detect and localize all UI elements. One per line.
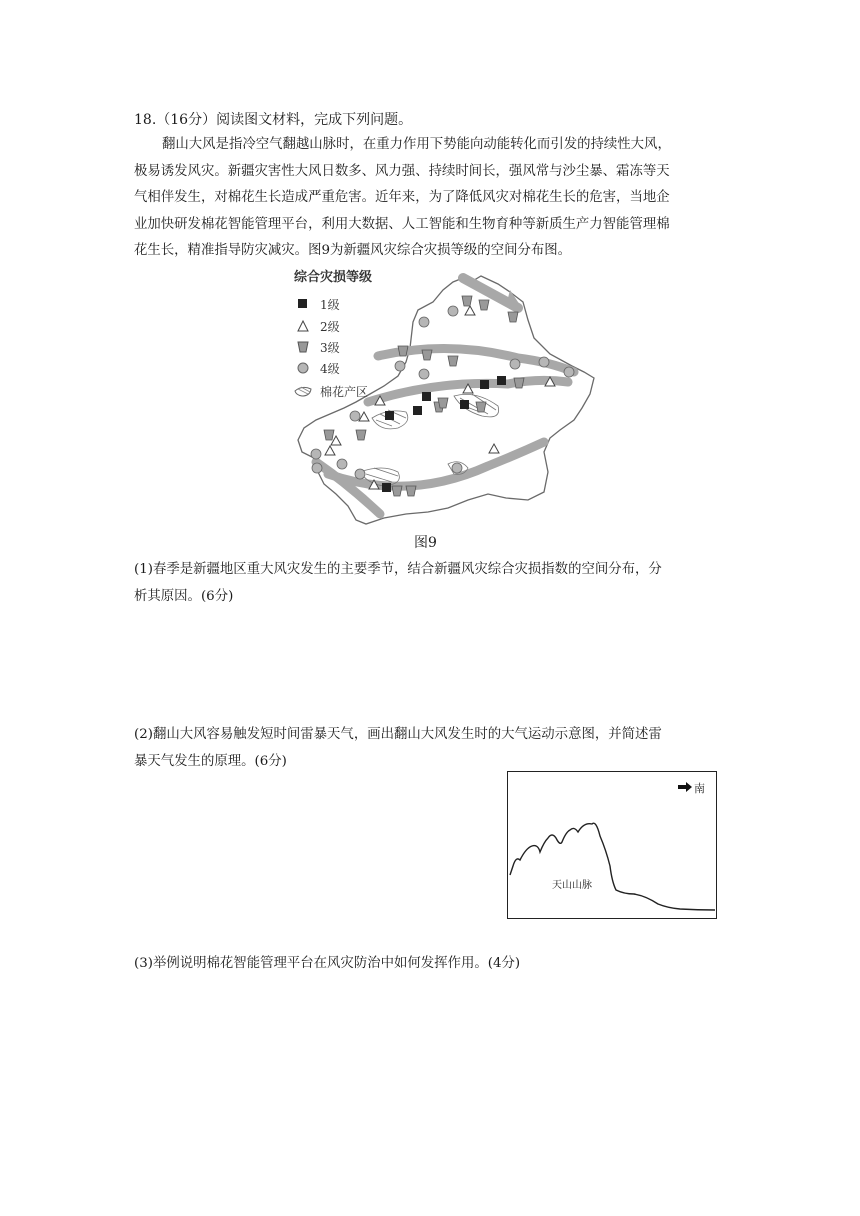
material-line: 气相伴发生，对棉花生长造成严重危害。近年来，为了降低风灾对棉花生长的危害，当地企 xyxy=(134,190,670,205)
map-legend xyxy=(294,266,414,399)
sub-question-line: (1)春季是新疆地区重大风灾发生的主要季节，结合新疆风灾综合灾损指数的空间分布，分 xyxy=(134,562,662,577)
open-triangle-icon xyxy=(294,319,312,333)
legend-item-level-4 xyxy=(294,358,340,378)
figure-caption: 图9 xyxy=(414,535,437,551)
sub-question-2 xyxy=(134,722,734,775)
legend-item-cotton xyxy=(294,381,368,401)
tianshan-profile-diagram[interactable] xyxy=(507,771,717,919)
legend-label: 1级 xyxy=(320,297,340,312)
legend-label: 棉花产区 xyxy=(320,384,369,399)
material-line: 翻山大风是指冷空气翻越山脉时，在重力作用下势能向动能转化而引发的持续性大风， xyxy=(162,137,671,152)
gray-circle-icon xyxy=(294,361,312,375)
kunlun-range xyxy=(328,442,544,486)
cotton-area-icon xyxy=(294,384,312,398)
legend-label: 4级 xyxy=(320,361,340,376)
sub-question-3 xyxy=(134,951,734,978)
sub-question-line: 析其原因。(6分) xyxy=(134,588,234,604)
mountain-label: 天山山脉 xyxy=(552,880,592,891)
legend-item-level-3 xyxy=(294,337,340,357)
sub-question-1 xyxy=(134,557,734,610)
material-line: 业加快研发棉花智能管理平台，利用大数据、人工智能和生物育种等新质生产力智能管理棉 xyxy=(134,216,670,232)
arrow-right-icon xyxy=(678,782,692,795)
direction-label: 南 xyxy=(694,782,705,795)
material-paragraph xyxy=(134,132,734,265)
sub-question-line: (3)举例说明棉花智能管理平台在风灾防治中如何发挥作用。(4分) xyxy=(134,956,521,971)
material-line: 花生长，精准指导防灾减灾。图9为新疆风灾综合灾损等级的空间分布图。 xyxy=(134,243,572,258)
xinjiang-wind-disaster-map xyxy=(288,262,608,534)
legend-label: 2级 xyxy=(320,319,340,334)
answer-area-1[interactable] xyxy=(134,612,734,712)
answer-area-2[interactable] xyxy=(134,778,494,948)
trapezoid-icon xyxy=(294,340,312,354)
legend-item-level-2 xyxy=(294,316,340,336)
question-header: 18.（16分）阅读图文材料，完成下列问题。 xyxy=(134,112,413,128)
south-direction-indicator xyxy=(678,780,705,796)
filled-square-icon xyxy=(294,297,312,311)
legend-item-level-1 xyxy=(294,294,340,314)
sub-question-line: (2)翻山大风容易触发短时间雷暴天气，画出翻山大风发生时的大气运动示意图，并简述雷 xyxy=(134,727,662,742)
material-line: 极易诱发风灾。新疆灾害性大风日数多、风力强、持续时间长，强风常与沙尘暴、霜冻等天 xyxy=(134,163,670,179)
sub-question-line: 暴天气发生的原理。(6分) xyxy=(134,753,287,769)
legend-label: 3级 xyxy=(320,340,340,355)
legend-title: 综合灾损等级 xyxy=(294,270,373,285)
answer-area-3[interactable] xyxy=(134,985,734,1135)
